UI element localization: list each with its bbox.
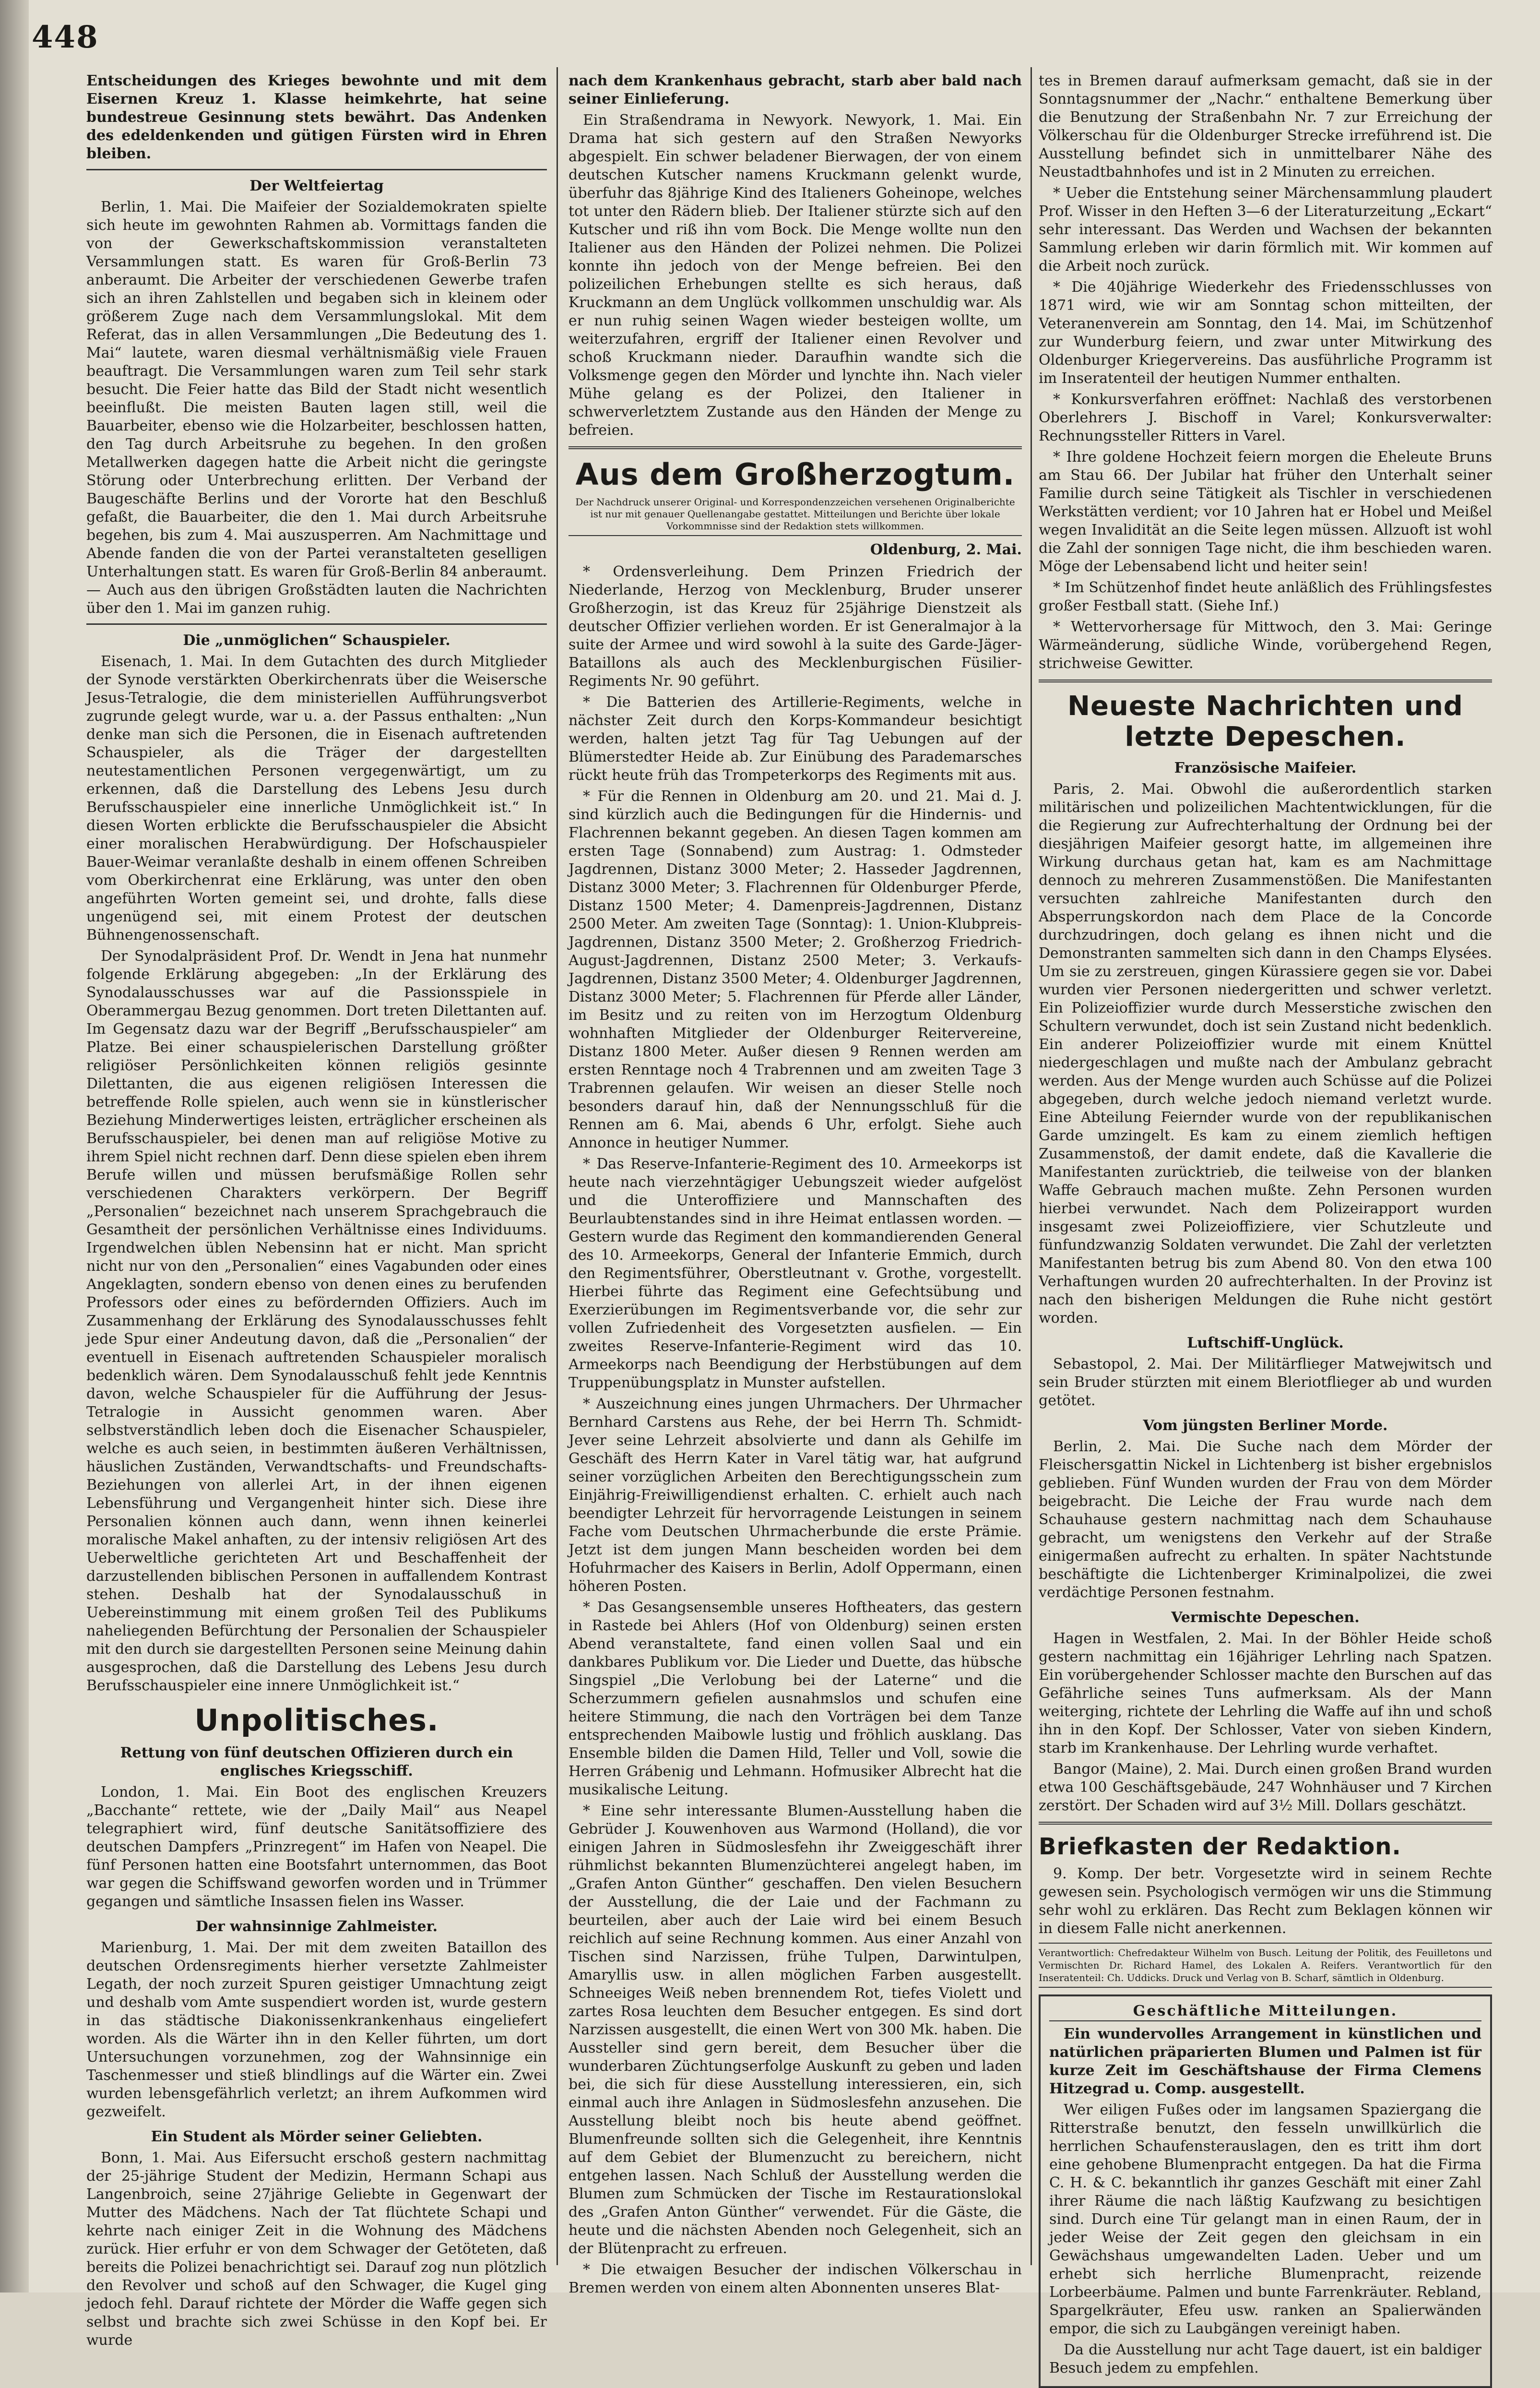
article-rennen: * Für die Rennen in Oldenburg am 20. und 21. Mai d. J. sind kürzlich auch die Bedingungen für die Hindernis- und Flachrennen bekannt gegeben. An diesen Tagen kommen am ersten Tage (Sonnabend) zum Austrag: 1. Odmsteder Jagdrennen, Distanz 3000 Meter; 2. Hasseder Jagdrennen, Distanz 3000 Meter; 3. Flachrennen für Oldenburger Pferde, Distanz 1500 Meter; 4. Damenpreis-Jagdrennen, Distanz 2500 Meter. Am zweiten Tage (Sonntag): 1. Union-Klubpreis-Jagdrennen, Distanz 3500 Meter; 2. Großherzog Friedrich-August-Jagdrennen, Distanz 2500 Meter; 3. Verkaufs-Jagdrennen, Distanz 3500 Meter; 4. Oldenburger Jagdrennen, Distanz 3000 Meter; 5. Flachrennen für Pferde aller Länder, im Besitz und zu reiten von im Herzogtum Oldenburg wohnhaften Mitglieder der Oldenburger Reitervereine, Distanz 1800 Meter. Außer diesen 9 Rennen werden am ersten Renntage noch 4 Trabrennen und am zweiten Tage 3 Trabrennen gelaufen. Wir weisen an dieser Stelle noch besonders darauf hin, daß der Nennungsschluß für die Rennen am 6. Mai, abends 6 Uhr, erfolgt. Siehe auch Annonce in heutiger Nummer. xyxy=(569,788,1022,1151)
article-gesangsensemble: * Das Gesangsensemble unseres Hoftheaters, das gestern in Rastede bei Ahlers (Hof von Oldenburg) seinen ersten Abend veranstaltete, fand einen vollen Saal und ein dankbares Publikum vor. Die Lieder und Duette, das hübsche Singspiel „Die Verlobung bei der Laterne“ und die Scherzummern gefielen ausnahmslos und schufen eine heitere Stimmung, die nach den Vorträgen bei dem Tanze entsprechenden Maibowle lustig und fröhlich ausklang. Das Ensemble bilden die Damen Hild, Teller und Voll, sowie die Herren Grábenig und Lehmann. Hofmusiker Albrecht hat die musikalische Leitung. xyxy=(569,1599,1022,1798)
article-voelkerschau: * Die etwaigen Besucher der indischen Völkerschau in Bremen werden von einem alten Abonnenten unseres Blat- xyxy=(569,2261,1022,2296)
article-strassendrama: Ein Straßendrama in Newyork. Newyork, 1. Mai. Ein Drama hat sich gestern auf den Straßen Newyorks abgespielt. Ein schwer beladener Bierwagen, der von einem deutschen Kutscher namens Kruckmann gelenkt wurde, überfuhr das 8jährige Kind des Italieners Goheinope, welches tot unter den Rädern blieb. Der Italiener stürzte sich auf den Kutscher und riß ihn vom Bock. Die Menge wollte nun den Italiener aus den Händen der Polizei nehmen. Die Polizei konnte ihn jedoch von der Menge befreien. Bei den polizeilichen Erhebungen stellte es sich heraus, daß Kruckmann an dem Unglück vollkommen unschuldig war. Als er nun ruhig seinen Wagen wieder besteigen wollte, um weiterzufahren, ergriff der Italiener einen Revolver und schoß Kruckmann nieder. Daraufhin wandte sich die Volksmenge gegen den Mörder und lynchte ihn. Nach vieler Mühe gelang es der Polizei, den Italiener in schwerverletztem Zustande aus den Händen der Menge zu befreien. xyxy=(569,112,1022,439)
article-maerchensammlung: * Ueber die Entstehung seiner Märchensammlung plaudert Prof. Wisser in den Heften 3—6 der Literaturzeitung „Eckart“ sehr interessant. Das Werden und Wachsen der bekannten Sammlung erleben wir darin förmlich mit. Wir kommen auf die Arbeit noch zurück. xyxy=(1039,185,1492,275)
divider xyxy=(569,446,1022,449)
section-heading-unpolitisches: Unpolitisches. xyxy=(194,1703,439,1738)
article-friedensschluss: * Die 40jährige Wiederkehr des Friedensschlusses von 1871 wird, wie wir am Sonntag schon mitteilten, der Veteranenverein am Sonntag, den 14. Mai, im Schützenhof zur Wunderburg feiern, und zwar unter Mitwirkung des Oldenburger Kriegervereins. Das ausführliche Programm ist im Inseratenteil der heutigen Nummer enthalten. xyxy=(1039,279,1492,387)
article-maifeier: Paris, 2. Mai. Obwohl die außerordentlich starken militärischen und polizeilichen Machtentwicklungen, für die die Regierung zur Aufrechterhaltung der Ordnung bei der diesjährigen Maifeier gesorgt hatte, im allgemeinen ihre Wirkung durchaus getan hat, kam es am Nachmittage dennoch zu mehreren Zusammenstößen. Die Manifestanten versuchten zahlreiche Manifestanten durch den Absperrungskordon nach dem Place de la Concorde durchzudringen, doch gelang es ihnen nicht und die Demonstranten sammelten sich dann in den Champs Elysées. Um sie zu zerstreuen, gingen Kürassiere gegen sie vor. Dabei wurden vier Personen niedergeritten und schwer verletzt. Ein Polizeioffizier wurde durch Messerstiche zwischen den Schultern verwundet, doch ist sein Zustand nicht bedenklich. Ein anderer Polizeioffizier wurde mit einem Knüttel niedergeschlagen und mußte nach der Ambulanz gebracht werden. Aus der Menge wurden auch Schüsse auf die Polizei abgegeben, durch welche jedoch niemand verletzt wurde. Eine Abteilung Feiernder wurde von der republikanischen Garde umzingelt. Es kam zu einem ziemlich heftigen Zusammenstoß, der damit endete, daß die Kavallerie die Manifestanten zurücktrieb, die teilweise von der blanken Waffe Gebrauch machen mußte. Zehn Personen wurden hierbei verwundet. Nach dem Polizeirapport wurden insgesamt zwei Polizeioffiziere, vier Schutzleute und fünfundzwanzig Soldaten verwundet. Die Zahl der verletzten Manifestanten betrug bis zum Abend 80. Von den etwa 100 Verhaftungen wurden 20 aufrechterhalten. In der Provinz ist nach den bisherigen Meldungen die Ruhe nicht gestört worden. xyxy=(1039,781,1492,1326)
page-number: 448 xyxy=(32,19,99,55)
divider xyxy=(86,623,547,625)
divider xyxy=(86,169,547,170)
column-2 xyxy=(569,72,1022,2296)
article-zahlmeister: Marienburg, 1. Mai. Der mit dem zweiten Bataillon des deutschen Ordensregiments hierher versetzte Zahlmeister Legath, der noch zurzeit Spuren geistiger Umnachtung zeigt und deshalb vom Amte suspendiert worden ist, wurde gestern in das städtische Diakonissenkrankenhaus eingeliefert worden. Als die Wärter ihn in den Keller führten, um dort Untersuchungen vorzunehmen, zog der Wahnsinnige ein Taschenmesser und stieß blindlings auf die Wärter ein. Zwei wurden lebensgefährlich verletzt; an ihrem Aufkommen wird gezweifelt. xyxy=(86,1939,547,2120)
article-briefkasten: 9. Komp. Der betr. Vorgesetzte wird in seinem Rechte gewesen sein. Psychologisch vermögen wir uns die Stimmung sehr wohl zu erklären. Das Recht zum Beklagen können wir in diesem Falle nicht anerkennen. xyxy=(1039,1865,1492,1937)
box-text: Da die Ausstellung nur acht Tage dauert, ist ein baldiger Besuch jedem zu empfehlen. xyxy=(1049,2341,1481,2376)
divider xyxy=(1039,680,1492,682)
section-heading-weltfeiertag: Der Weltfeiertag xyxy=(249,178,384,194)
article-title: Ein Student als Mörder seiner Geliebten. xyxy=(151,2128,483,2145)
article-title: Vom jüngsten Berliner Morde. xyxy=(1143,1417,1388,1434)
article-ordensverleihung: * Ordensverleihung. Dem Prinzen Friedrich der Niederlande, Herzog von Mecklenburg, Bruder unserer Großherzogin, ist das Kreuz für 25jährige Dienstzeit als deutscher Offizier verliehen worden. Er ist Generalmajor à la suite der Armee und wird sowohl à la suite des Garde-Jäger-Bataillons als auch des Mecklenburgischen Füsilier-Regiments Nr. 90 geführt. xyxy=(569,563,1022,690)
section-heading-grossherzogtum: Aus dem Großherzogtum. xyxy=(575,457,1015,492)
box-title: Geschäftliche Mitteilungen. xyxy=(1049,2002,1481,2021)
article-wetter: * Wettervorhersage für Mittwoch, den 3. Mai: Geringe Wärmeänderung, südliche Winde, vorübergehend Regen, strichweise Gewitter. xyxy=(1039,619,1492,672)
article-title: Luftschiff-Unglück. xyxy=(1187,1335,1344,1351)
article-schuetzenhof: * Im Schützenhof findet heute anläßlich des Frühlingsfestes großer Festball statt. (Siehe Inf.) xyxy=(1039,579,1492,614)
article-title: Der wahnsinnige Zahlmeister. xyxy=(195,1918,438,1935)
article-continuation: nach dem Krankenhaus gebracht, starb aber bald nach seiner Einlieferung. xyxy=(569,72,1022,107)
dateline: Oldenburg, 2. Mai. xyxy=(870,541,1022,558)
advertisement-box xyxy=(1039,1994,1492,2388)
article-weltfeiertag: Berlin, 1. Mai. Die Maifeier der Sozialdemokraten spielte sich heute im gewohnten Rahmen ab. Vormittags fanden die von der Gewerkschaftskommission veranstalteten Versammlungen statt. Es waren für Groß-Berlin 73 anberaumt. Die Arbeiter der verschiedenen Gewerbe trafen sich an ihren Zahlstellen und begaben sich in kleinem oder größerem Zuge nach dem Versammlungslokal. Mit dem Referat, das in allen Versammlungen „Die Bedeutung des 1. Mai“ lautete, waren diesmal verhältnismäßig viele Frauen beauftragt. Die Versammlungen waren zum Teil sehr stark besucht. Die Feier hatte das Bild der Stadt nicht wesentlich beeinflußt. Die meisten Bauten lagen still, weil die Bauarbeiter, ebenso wie die Holzarbeiter, beschlossen hatten, den Tag durch Arbeitsruhe zu begehen. In den großen Metallwerken dagegen hatte die Arbeit nicht die geringste Störung oder Unterbrechung erlitten. Der Verband der Baugeschäfte Berlins und der Vororte hat den Beschluß gefaßt, die Bauarbeiter, die den 1. Mai durch Arbeitsruhe begehen, bis zum 4. Mai auszusperren. Am Nachmittage und Abende fanden die von der Partei veranstalteten geselligen Unterhaltungen statt. Es waren für Groß-Berlin 84 anberaumt. — Auch aus den übrigen Großstädten lauten die Nachrichten über den 1. Mai im ganzen ruhig. xyxy=(86,199,547,617)
scan-page-edge xyxy=(0,0,29,2292)
divider xyxy=(1039,1822,1492,1825)
article-blumen-ausstellung: * Eine sehr interessante Blumen-Ausstellung haben die Gebrüder J. Kouwenhoven aus Warmond (Holland), die vor einigen Jahren in Südmoslesfehn ihr Zweiggeschäft ihrer rühmlichst bekannten Blumenzüchterei angelegt haben, im „Grafen Anton Günther“ geschaffen. Den vielen Besuchern der Ausstellung, die der Laie und der Fachmann zu beurteilen, aber auch der Laie wird bei einem Besuch reichlich auf seine Rechnung kommen. Aus einer Anzahl von Tischen sind Narzissen, frühe Tulpen, Darwintulpen, Amaryllis usw. in allen möglichen Farben ausgestellt. Schneeiges Weiß neben brennendem Rot, tiefes Violett und zartes Rosa leuchten dem Besucher entgegen. Es sind dort Narzissen ausgestellt, die einen Wert von 300 Mk. haben. Die Aussteller sind gern bereit, dem Besucher über die wunderbaren Züchtungserfolge Auskunft zu geben und laden bei, die sich für diese Ausstellung interessieren, ein, sich einmal auch ihre Anlagen in Südmoslesfehn anzusehen. Die Ausstellung bleibt noch bis heute abend geöffnet. Blumenfreunde sollten sich die Gelegenheit, ihre Kenntnis auf dem Gebiet der Blumenzucht zu bereichern, nicht entgehen lassen. Nach Schluß der Ausstellung werden die Blumen zum Schmücken der Tische im Restaurationslokal des „Grafen Anton Günther“ verwendet. Für die Gäste, die heute und die nächsten Abenden noch Gelegenheit, sich an der Blütenpracht zu erfreuen. xyxy=(569,1803,1022,2257)
article-schauspieler: Eisenach, 1. Mai. In dem Gutachten des durch Mitglieder der Synode verstärkten Oberkirchenrats über die Weisersche Jesus-Tetralogie, die dem ministeriellen Aufführungsverbot zugrunde gelegt wurde, war u. a. der Passus enthalten: „Nun denke man sich die Personen, die in Eisenach auftretenden Schauspieler, als die Träger der dargestellten neutestamentlichen Personen vergegenwärtigt, um zu erkennen, daß die Darstellung des Lebens Jesu durch Berufsschauspieler eine innerliche Unmöglichkeit ist.“ In diesen Worten erblickte die Berufsschauspieler die Absicht einer moralischen Herabwürdigung. Der Hofschauspieler Bauer-Weimar veranlaßte deshalb in einem offenen Schreiben vom Oberkirchenrat eine Erklärung, was unter den oben angeführten Worten gemeint sei, und drohte, falls diese ungenügend sei, mit einem Protest der deutschen Bühnengenossenschaft. xyxy=(86,653,547,943)
article-schauspieler: Der Synodalpräsident Prof. Dr. Wendt in Jena hat nunmehr folgende Erklärung abgegeben: „In der Erklärung des Synodalausschusses war auf die Passionsspiele in Oberammergau Bezug genommen. Dort treten Dilettanten auf. Im Gegensatz dazu war der Begriff „Berufsschauspieler“ am Platze. Bei einer schauspielerischen Darstellung größter religiöser Persönlichkeiten können religiös gesinnte Dilettanten, die aus eigenen religiösen Interessen die betreffende Rolle spielen, auch wenn sie in künstlerischer Beziehung Minderwertiges leisten, erträglicher erscheinen als Berufsschauspieler, bei denen man auf religiöse Motive zu ihrem Spiel nicht rechnen darf. Denn diese spielen eben ihrem Berufe willen und müssen berufsmäßige Rollen sehr verschiedenen Charakters verkörpern. Der Begriff „Personalien“ bezeichnet nach unserem Sprachgebrauch die Gesamtheit der persönlichen Verhältnisse eines Individuums. Irgendwelchen üblen Nebensinn hat er nicht. Man spricht nicht nur von den „Personalien“ eines Vagabunden oder eines Angeklagten, sondern ebenso von denen eines zu berufenden Professors oder eines zu befördernden Offiziers. Auch im Zusammenhang der Erklärung des Synodalausschusses fehlt jede Spur einer Andeutung davon, daß die „Personalien“ der eventuell in Eisenach auftretenden Schauspieler moralisch bedenklich wären. Dem Synodalausschuß fehlt jede Kenntnis davon, welche Schauspieler für die Aufführung der Jesus-Tetralogie in Aussicht genommen waren. Aber selbstverständlich leben doch die Eisenacher Schauspieler, welche es auch seien, in bestimmten äußeren Verhältnissen, häuslichen Zuständen, Verwandtschafts- und Freundschafts-Beziehungen von allerlei Art, in der ihnen eigenen Lebensführung und Vergangenheit hinter sich. Diese ihre Personalien können auch dann, wenn ihnen keinerlei moralische Makel anhaften, zu der intensiv religiösen Art des Ueberweltliche gerichteten Art und Beschaffenheit der darzustellenden biblischen Personen in auffallendem Kontrast stehen. Deshalb hat der Synodalausschuß in Uebereinstimmung mit einem großen Teil des Publikums naheliegenden Befürchtung der Personalien der Schauspieler mit den durch sie dargestellten Personen seine Meinung dahin ausgesprochen, daß die Darstellung des Lebens Jesu durch Berufsschauspieler eine innere Unmöglichkeit ist.“ xyxy=(86,948,547,1694)
section-heading-briefkasten: Briefkasten der Redaktion. xyxy=(1039,1833,1401,1860)
box-text: Wer eiligen Fußes oder im langsamen Spaziergang die Ritterstraße benutzt, den fesseln unwillkürlich die herrlichen Schaufensterauslagen, den es tritt ihm dort eine gehobene Blumenpracht entgegen. Da hat die Firma C. H. & C. bekanntlich ihr ganzes Geschäft mit einer Zahl ihrer Räume die nach läßtig Kaufzwang zu besichtigen sind. Durch eine Tür gelangt man in einen Raum, der in jeder Weise der Zeit gegen den gleichsam in ein Gewächshaus umgewandelten Laden. Ueber und um erhebt sich herrliche Blumenpracht, reizende Lorbeerbäume. Palmen und bunte Farrenkräuter. Rebland, Spargelkräuter, Efeu usw. ranken an Spalierwänden empor, die sich zu Laubgängen vereinigt haben. xyxy=(1049,2101,1481,2337)
article-continuation: Entscheidungen des Krieges bewohnte und mit dem Eisernen Kreuz 1. Klasse heimkehrte, hat seine bundestreue Gesinnung stets bewährt. Das Andenken des edeldenkenden und gütigen Fürsten wird in Ehren bleiben. xyxy=(86,72,547,162)
impressum: Verantwortlich: Chefredakteur Wilhelm von Busch. Leitung der Politik, des Feuilletons und Vermischten Dr. Richard Hamel, des Lokalen A. Reifers. Verantwortlich für den Inseratenteil: Ch. Uddicks. Druck und Verlag von B. Scharf, sämtlich in Oldenburg. xyxy=(1039,1943,1492,1988)
section-heading-neueste-nachrichten: Neueste Nachrichten und letzte Depeschen. xyxy=(1067,691,1463,752)
reprint-note: Der Nachdruck unserer Original- und Korrespondenzzeichen versehenen Originalberichte ist nur mit genauer Quellenangabe gestattet. Mitteilungen und Berichte über lokale Vorkommnisse sind der Redaktion stets willkommen. xyxy=(569,496,1022,536)
article-title: Französische Maifeier. xyxy=(1174,760,1357,776)
article-title: Rettung von fünf deutschen Offizieren durch ein englisches Kriegsschiff. xyxy=(120,1744,513,1779)
box-text: Ein wundervolles Arrangement in künstlichen und natürlichen präparierten Blumen und Palmen ist für kurze Zeit im Geschäftshause der Firma Clemens Hitzegrad u. Comp. ausgestellt. xyxy=(1049,2026,1481,2097)
article-konkurs: * Konkursverfahren eröffnet: Nachlaß des verstorbenen Oberlehrers J. Bischoff in Varel; Konkursverwalter: Rechnungssteller Ritters in Varel. xyxy=(1039,391,1492,444)
article-batterien: * Die Batterien des Artillerie-Regiments, welche in nächster Zeit durch den Korps-Kommandeur besichtigt werden, halten jetzt Tag für Tag Uebungen auf der Blümerstedter Heide ab. Zur Einübung des Parademarsches rückt heute früh das Trompeterkorps des Regiments mit aus. xyxy=(569,694,1022,784)
article-goldene-hochzeit: * Ihre goldene Hochzeit feiern morgen die Eheleute Bruns am Stau 66. Der Jubilar hat früher den Unterhalt seiner Familie durch seine Tätigkeit als Tischler in verschiedenen Werkstätten verdient; vor 10 Jahren hat er Hobel und Meißel wegen Invalidität an die Seite legen müssen. Allzuoft ist wohl die Zahl der sonnigen Tage nicht, die ihm beschieden waren. Möge der Lebensabend licht und heiter sein! xyxy=(1039,449,1492,575)
column-1 xyxy=(86,72,547,2349)
column-3 xyxy=(1039,72,1492,2376)
article-bangor: Bangor (Maine), 2. Mai. Durch einen großen Brand wurden etwa 100 Geschäftsgebäude, 247 Wohnhäuser und 7 Kirchen zerstört. Der Schaden wird auf 3½ Mill. Dollars geschätzt. xyxy=(1039,1761,1492,1814)
article-uhrmacher: * Auszeichnung eines jungen Uhrmachers. Der Uhrmacher Bernhard Carstens aus Rehe, der bei Herrn Th. Schmidt-Jever seine Lehrzeit absolvierte und dann als Gehilfe im Geschäft des Herrn Kater in Varel tätig war, hat aufgrund seiner vorzüglichen Arbeiten den Berechtigungsschein zum Einjährig-Freiwilligendienst erhalten. C. erhielt auch nach beendigter Lehrzeit für hervorragende Leistungen in seinem Fache vom Deutschen Uhrmacherbunde die erste Prämie. Jetzt ist dem jungen Mann bescheiden worden bei dem Hofuhrmacher des Kaisers in Berlin, Adolf Oppermann, einen höheren Posten. xyxy=(569,1396,1022,1595)
article-berliner-morde: Berlin, 2. Mai. Die Suche nach dem Mörder der Fleischersgattin Nickel in Lichtenberg ist bisher ergebnislos geblieben. Fünf Wunden wurden der Frau von dem Mörder beigebracht. Die Leiche der Frau wurde nach dem Schauhause gestern nachmittag nach dem Schauhause gebracht, um wenigstens den Verkehr auf der Straße einigermaßen aufrecht zu erhalten. In später Nachtstunde beschäftigte die Lichtenberger Kriminalpolizei, die zwei verdächtige Personen festnahm. xyxy=(1039,1438,1492,1601)
article-reserve-regiment: * Das Reserve-Infanterie-Regiment des 10. Armeekorps ist heute nach vierzehntägiger Uebungszeit wieder aufgelöst und die Unteroffiziere und Mannschaften des Beurlaubtenstandes sind in ihre Heimat entlassen worden. — Gestern wurde das Regiment den kommandierenden General des 10. Armeekorps, General der Infanterie Emmich, durch den Regimentsführer, Oberstleutnant v. Grothe, vorgestellt. Hierbei führte das Regiment eine Gefechtsübung und Exerzierübungen im Regimentsverbande vor, die sehr zur vollen Zufriedenheit des Vorgesetzten ausfielen. — Ein zweites Reserve-Infanterie-Regiment wird das 10. Armeekorps nach Beendigung der Herbstübungen auf dem Truppenübungsplatz in Munster aufstellen. xyxy=(569,1156,1022,1391)
article-student: Bonn, 1. Mai. Aus Eifersucht erschoß gestern nachmittag der 25-jährige Student der Medizin, Hermann Schapi aus Langenbroich, seine 27jährige Geliebte in Gegenwart der Mutter des Mädchens. Nach der Tat flüchtete Schapi und kehrte nach einiger Zeit in die Wohnung des Mädchens zurück. Hier erfuhr er von dem Schwager der Getöteten, daß bereits die Polizei benachrichtigt sei. Darauf zog nun plötzlich den Revolver und schoß auf den Schwager, die Kugel ging jedoch fehl. Darauf richtete der Mörder die Waffe gegen sich selbst und brachte sich zwei Schüsse in den Kopf bei. Er wurde xyxy=(86,2149,547,2349)
article-rettung: London, 1. Mai. Ein Boot des englischen Kreuzers „Bacchante“ rettete, wie der „Daily Mail“ aus Neapel telegraphiert wird, fünf deutsche Sanitätsoffiziere des deutschen Dampfers „Prinzregent“ im Hafen von Neapel. Die fünf Personen hatten eine Bootsfahrt unternommen, das Boot war gegen die Schiffswand geworfen worden und in Trümmer gegangen und sämtliche Insassen fielen ins Wasser. xyxy=(86,1784,547,1910)
column-rule xyxy=(1031,67,1032,2265)
section-heading-schauspieler: Die „unmöglichen“ Schauspieler. xyxy=(183,632,450,649)
article-title: Vermischte Depeschen. xyxy=(1171,1609,1360,1626)
article-voelkerschau-cont: tes in Bremen darauf aufmerksam gemacht, daß sie in der Sonntagsnummer der „Nachr.“ enthaltene Bemerkung über die Benutzung der Straßenbahn Nr. 7 zur Erreichung der Völkerschau für die Oldenburger Strecke irreführend ist. Die Ausstellung befindet sich in unmittelbarer Nähe des Neustadtbahnhofes und ist in 2 Minuten zu erreichen. xyxy=(1039,72,1492,180)
article-hagen: Hagen in Westfalen, 2. Mai. In der Böhler Heide schoß gestern nachmittag ein 16jähriger Lehrling nach Spatzen. Ein vorübergehender Schlosser machte den Burschen auf das Gefährliche seines Tuns aufmerksam. Als der Mann weiterging, richtete der Lehrling die Waffe auf ihn und schoß ihn in den Kopf. Der Schlosser, Vater von sieben Kindern, starb im Krankenhause. Der Lehrling wurde verhaftet. xyxy=(1039,1630,1492,1756)
column-rule xyxy=(557,67,558,2265)
article-luftschiff: Sebastopol, 2. Mai. Der Militärflieger Matwejwitsch und sein Bruder stürzten mit einem Bleriotflieger ab und wurden getötet. xyxy=(1039,1356,1492,1409)
